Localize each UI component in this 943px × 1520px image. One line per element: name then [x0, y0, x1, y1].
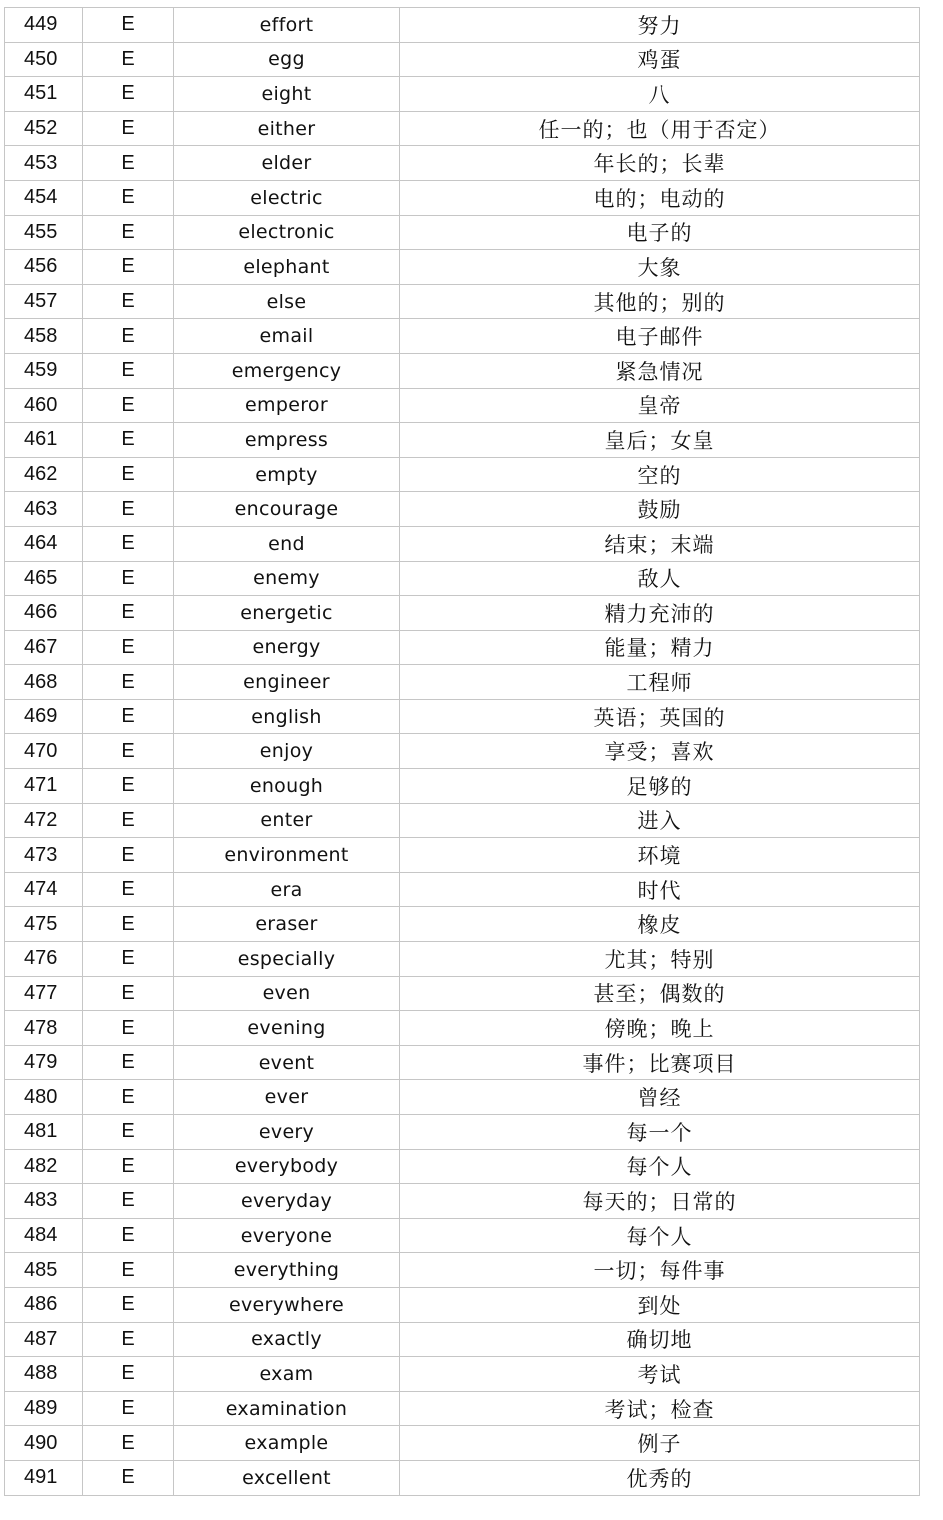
- table-row: [5, 561, 920, 596]
- row-number: 480: [5, 1080, 83, 1115]
- chinese-meaning: 大象: [400, 250, 920, 285]
- english-word: enter: [174, 803, 400, 838]
- vocabulary-table: [4, 7, 920, 1496]
- chinese-meaning: 每个人: [400, 1218, 920, 1253]
- initial-letter: E: [83, 526, 174, 561]
- table-row: [5, 630, 920, 665]
- table-row: [5, 976, 920, 1011]
- row-number: 449: [5, 8, 83, 43]
- chinese-meaning: 环境: [400, 838, 920, 873]
- table-row: [5, 353, 920, 388]
- initial-letter: E: [83, 250, 174, 285]
- english-word: every: [174, 1115, 400, 1150]
- chinese-meaning: 八: [400, 77, 920, 112]
- chinese-meaning: 享受；喜欢: [400, 734, 920, 769]
- initial-letter: E: [83, 1322, 174, 1357]
- row-number: 450: [5, 42, 83, 77]
- row-number: 484: [5, 1218, 83, 1253]
- row-number: 478: [5, 1011, 83, 1046]
- initial-letter: E: [83, 699, 174, 734]
- row-number: 459: [5, 353, 83, 388]
- english-word: emergency: [174, 353, 400, 388]
- initial-letter: E: [83, 1115, 174, 1150]
- initial-letter: E: [83, 1080, 174, 1115]
- initial-letter: E: [83, 42, 174, 77]
- initial-letter: E: [83, 8, 174, 43]
- row-number: 477: [5, 976, 83, 1011]
- chinese-meaning: 敌人: [400, 561, 920, 596]
- chinese-meaning: 时代: [400, 872, 920, 907]
- initial-letter: E: [83, 942, 174, 977]
- english-word: example: [174, 1426, 400, 1461]
- table-row: [5, 734, 920, 769]
- table-row: [5, 284, 920, 319]
- initial-letter: E: [83, 561, 174, 596]
- table-row: [5, 838, 920, 873]
- table-row: [5, 1045, 920, 1080]
- row-number: 490: [5, 1426, 83, 1461]
- english-word: era: [174, 872, 400, 907]
- table-row: [5, 699, 920, 734]
- chinese-meaning: 傍晚；晚上: [400, 1011, 920, 1046]
- row-number: 471: [5, 769, 83, 804]
- english-word: english: [174, 699, 400, 734]
- table-row: [5, 457, 920, 492]
- table-row: [5, 492, 920, 527]
- chinese-meaning: 甚至；偶数的: [400, 976, 920, 1011]
- english-word: else: [174, 284, 400, 319]
- chinese-meaning: 英语；英国的: [400, 699, 920, 734]
- row-number: 464: [5, 526, 83, 561]
- initial-letter: E: [83, 596, 174, 631]
- table-row: [5, 1460, 920, 1495]
- row-number: 454: [5, 180, 83, 215]
- initial-letter: E: [83, 769, 174, 804]
- chinese-meaning: 工程师: [400, 665, 920, 700]
- table-row: [5, 1426, 920, 1461]
- table-row: [5, 1287, 920, 1322]
- english-word: energy: [174, 630, 400, 665]
- row-number: 456: [5, 250, 83, 285]
- table-row: [5, 180, 920, 215]
- chinese-meaning: 考试；检查: [400, 1391, 920, 1426]
- english-word: electric: [174, 180, 400, 215]
- english-word: especially: [174, 942, 400, 977]
- vocabulary-table-body: [5, 8, 920, 1496]
- english-word: engineer: [174, 665, 400, 700]
- row-number: 488: [5, 1357, 83, 1392]
- chinese-meaning: 电子邮件: [400, 319, 920, 354]
- chinese-meaning: 例子: [400, 1426, 920, 1461]
- chinese-meaning: 到处: [400, 1287, 920, 1322]
- row-number: 465: [5, 561, 83, 596]
- initial-letter: E: [83, 77, 174, 112]
- english-word: energetic: [174, 596, 400, 631]
- english-word: elder: [174, 146, 400, 181]
- chinese-meaning: 优秀的: [400, 1460, 920, 1495]
- english-word: elephant: [174, 250, 400, 285]
- initial-letter: E: [83, 1218, 174, 1253]
- row-number: 466: [5, 596, 83, 631]
- table-row: [5, 77, 920, 112]
- english-word: exactly: [174, 1322, 400, 1357]
- english-word: environment: [174, 838, 400, 873]
- table-row: [5, 1391, 920, 1426]
- english-word: examination: [174, 1391, 400, 1426]
- chinese-meaning: 一切；每件事: [400, 1253, 920, 1288]
- chinese-meaning: 努力: [400, 8, 920, 43]
- english-word: electronic: [174, 215, 400, 250]
- english-word: enemy: [174, 561, 400, 596]
- table-row: [5, 1115, 920, 1150]
- english-word: enough: [174, 769, 400, 804]
- chinese-meaning: 尤其；特别: [400, 942, 920, 977]
- chinese-meaning: 电的；电动的: [400, 180, 920, 215]
- initial-letter: E: [83, 803, 174, 838]
- initial-letter: E: [83, 907, 174, 942]
- table-row: [5, 215, 920, 250]
- table-row: [5, 423, 920, 458]
- english-word: emperor: [174, 388, 400, 423]
- chinese-meaning: 其他的；别的: [400, 284, 920, 319]
- row-number: 469: [5, 699, 83, 734]
- chinese-meaning: 皇后；女皇: [400, 423, 920, 458]
- table-row: [5, 526, 920, 561]
- row-number: 473: [5, 838, 83, 873]
- english-word: everybody: [174, 1149, 400, 1184]
- row-number: 472: [5, 803, 83, 838]
- row-number: 462: [5, 457, 83, 492]
- table-row: [5, 8, 920, 43]
- initial-letter: E: [83, 838, 174, 873]
- row-number: 468: [5, 665, 83, 700]
- row-number: 457: [5, 284, 83, 319]
- table-row: [5, 907, 920, 942]
- english-word: event: [174, 1045, 400, 1080]
- row-number: 458: [5, 319, 83, 354]
- chinese-meaning: 事件；比赛项目: [400, 1045, 920, 1080]
- table-row: [5, 42, 920, 77]
- initial-letter: E: [83, 1011, 174, 1046]
- row-number: 451: [5, 77, 83, 112]
- initial-letter: E: [83, 872, 174, 907]
- initial-letter: E: [83, 1357, 174, 1392]
- row-number: 481: [5, 1115, 83, 1150]
- table-row: [5, 388, 920, 423]
- english-word: empress: [174, 423, 400, 458]
- english-word: effort: [174, 8, 400, 43]
- chinese-meaning: 曾经: [400, 1080, 920, 1115]
- english-word: empty: [174, 457, 400, 492]
- table-row: [5, 1149, 920, 1184]
- chinese-meaning: 鼓励: [400, 492, 920, 527]
- chinese-meaning: 精力充沛的: [400, 596, 920, 631]
- initial-letter: E: [83, 146, 174, 181]
- initial-letter: E: [83, 388, 174, 423]
- english-word: email: [174, 319, 400, 354]
- table-row: [5, 250, 920, 285]
- table-row: [5, 111, 920, 146]
- chinese-meaning: 考试: [400, 1357, 920, 1392]
- initial-letter: E: [83, 492, 174, 527]
- row-number: 475: [5, 907, 83, 942]
- english-word: ever: [174, 1080, 400, 1115]
- table-row: [5, 1184, 920, 1219]
- initial-letter: E: [83, 734, 174, 769]
- row-number: 487: [5, 1322, 83, 1357]
- initial-letter: E: [83, 423, 174, 458]
- chinese-meaning: 确切地: [400, 1322, 920, 1357]
- english-word: everyday: [174, 1184, 400, 1219]
- chinese-meaning: 皇帝: [400, 388, 920, 423]
- chinese-meaning: 能量；精力: [400, 630, 920, 665]
- table-row: [5, 665, 920, 700]
- initial-letter: E: [83, 1149, 174, 1184]
- initial-letter: E: [83, 215, 174, 250]
- chinese-meaning: 足够的: [400, 769, 920, 804]
- initial-letter: E: [83, 630, 174, 665]
- english-word: exam: [174, 1357, 400, 1392]
- row-number: 491: [5, 1460, 83, 1495]
- chinese-meaning: 年长的；长辈: [400, 146, 920, 181]
- table-row: [5, 1357, 920, 1392]
- chinese-meaning: 进入: [400, 803, 920, 838]
- table-row: [5, 1080, 920, 1115]
- english-word: enjoy: [174, 734, 400, 769]
- table-row: [5, 146, 920, 181]
- row-number: 489: [5, 1391, 83, 1426]
- english-word: excellent: [174, 1460, 400, 1495]
- initial-letter: E: [83, 319, 174, 354]
- chinese-meaning: 结束；末端: [400, 526, 920, 561]
- table-row: [5, 1011, 920, 1046]
- initial-letter: E: [83, 1184, 174, 1219]
- table-row: [5, 1253, 920, 1288]
- row-number: 485: [5, 1253, 83, 1288]
- initial-letter: E: [83, 111, 174, 146]
- initial-letter: E: [83, 353, 174, 388]
- row-number: 479: [5, 1045, 83, 1080]
- row-number: 453: [5, 146, 83, 181]
- table-row: [5, 1322, 920, 1357]
- row-number: 460: [5, 388, 83, 423]
- chinese-meaning: 每个人: [400, 1149, 920, 1184]
- chinese-meaning: 橡皮: [400, 907, 920, 942]
- initial-letter: E: [83, 1253, 174, 1288]
- row-number: 455: [5, 215, 83, 250]
- row-number: 483: [5, 1184, 83, 1219]
- row-number: 463: [5, 492, 83, 527]
- row-number: 474: [5, 872, 83, 907]
- row-number: 486: [5, 1287, 83, 1322]
- initial-letter: E: [83, 1460, 174, 1495]
- table-row: [5, 803, 920, 838]
- initial-letter: E: [83, 1287, 174, 1322]
- initial-letter: E: [83, 457, 174, 492]
- table-row: [5, 596, 920, 631]
- english-word: end: [174, 526, 400, 561]
- english-word: everywhere: [174, 1287, 400, 1322]
- english-word: egg: [174, 42, 400, 77]
- english-word: evening: [174, 1011, 400, 1046]
- chinese-meaning: 每一个: [400, 1115, 920, 1150]
- initial-letter: E: [83, 665, 174, 700]
- row-number: 467: [5, 630, 83, 665]
- row-number: 461: [5, 423, 83, 458]
- chinese-meaning: 紧急情况: [400, 353, 920, 388]
- chinese-meaning: 电子的: [400, 215, 920, 250]
- english-word: eight: [174, 77, 400, 112]
- english-word: eraser: [174, 907, 400, 942]
- table-row: [5, 872, 920, 907]
- chinese-meaning: 任一的；也（用于否定）: [400, 111, 920, 146]
- initial-letter: E: [83, 1426, 174, 1461]
- english-word: even: [174, 976, 400, 1011]
- chinese-meaning: 每天的；日常的: [400, 1184, 920, 1219]
- english-word: everyone: [174, 1218, 400, 1253]
- initial-letter: E: [83, 284, 174, 319]
- chinese-meaning: 空的: [400, 457, 920, 492]
- row-number: 470: [5, 734, 83, 769]
- initial-letter: E: [83, 976, 174, 1011]
- row-number: 482: [5, 1149, 83, 1184]
- table-row: [5, 1218, 920, 1253]
- table-row: [5, 319, 920, 354]
- english-word: encourage: [174, 492, 400, 527]
- row-number: 452: [5, 111, 83, 146]
- chinese-meaning: 鸡蛋: [400, 42, 920, 77]
- initial-letter: E: [83, 1045, 174, 1080]
- initial-letter: E: [83, 1391, 174, 1426]
- english-word: either: [174, 111, 400, 146]
- row-number: 476: [5, 942, 83, 977]
- initial-letter: E: [83, 180, 174, 215]
- english-word: everything: [174, 1253, 400, 1288]
- table-row: [5, 942, 920, 977]
- table-row: [5, 769, 920, 804]
